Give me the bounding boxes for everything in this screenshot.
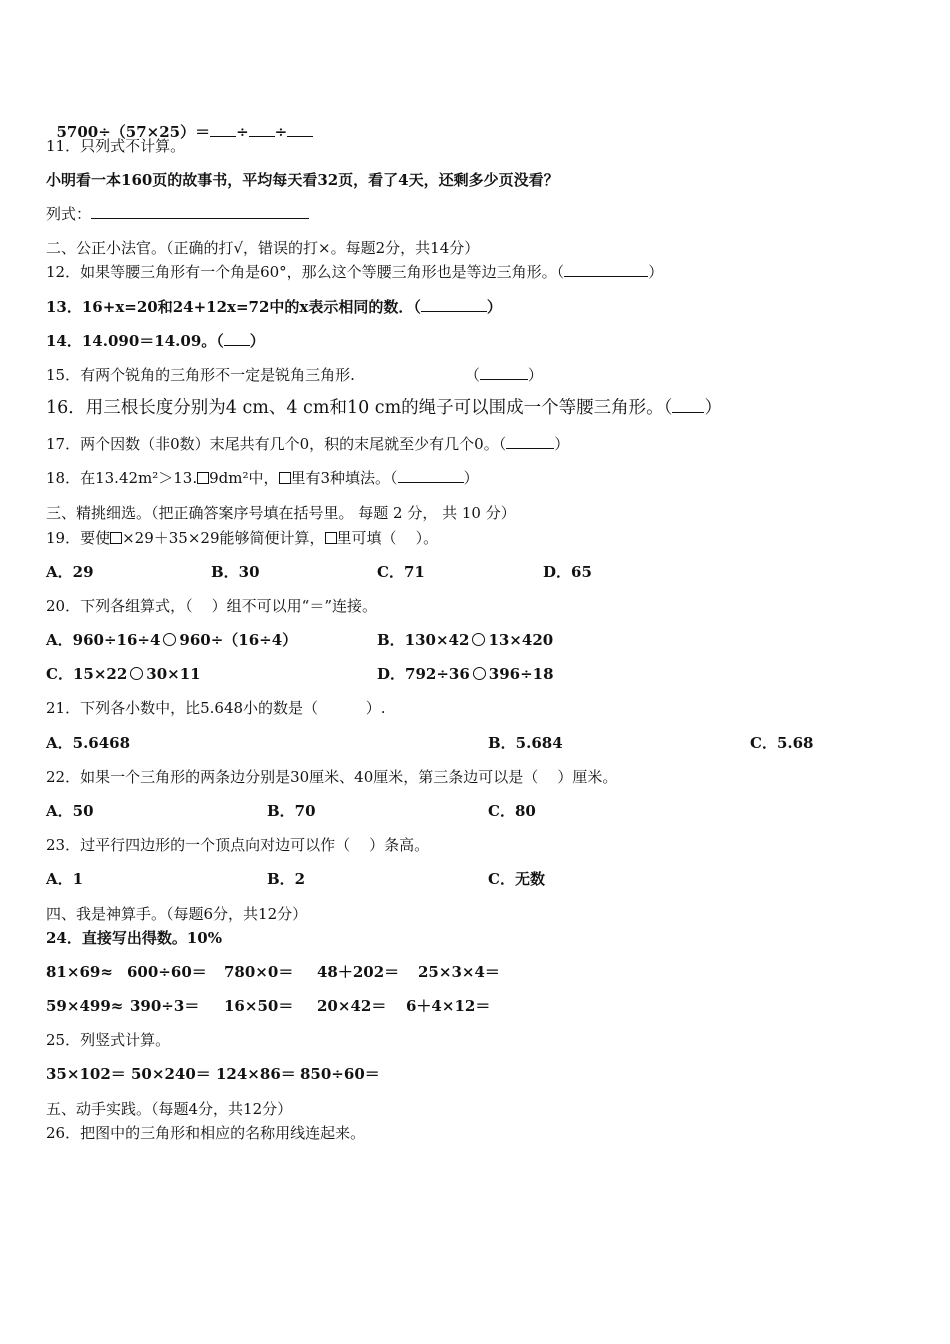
option-a[interactable]: A．960÷16÷4 960÷（16÷4） xyxy=(46,631,298,649)
option-a[interactable]: A．29 xyxy=(46,563,94,581)
answer-blank xyxy=(287,122,313,137)
option-d[interactable]: D．792÷36 396÷18 xyxy=(377,665,554,683)
option-b[interactable]: B．70 xyxy=(267,802,316,820)
section-5-heading: 五、动手实践。（每题4分，共12分） xyxy=(46,1100,293,1118)
question-19: 19．要使 ×29＋35×29能够简便计算， 里可填（ ）。 xyxy=(46,529,439,547)
empty-box-icon xyxy=(110,532,122,544)
answer-blank xyxy=(210,122,236,137)
calc-item: 25×3×4＝ xyxy=(418,963,500,981)
question-13: 13．16+x=20和24+12x=72中的x表示相同的数．（ ） xyxy=(46,298,502,316)
question-21: 21．下列各小数中，比5.648小的数是（ ）. xyxy=(46,699,386,717)
option-a[interactable]: A．50 xyxy=(46,802,94,820)
calc-item: 780×0＝ xyxy=(224,963,294,981)
question-20: 20．下列各组算式，（ ）组不可以用“＝”连接。 xyxy=(46,597,377,615)
empty-box-icon xyxy=(325,532,337,544)
option-c[interactable]: C．15×22 30×11 xyxy=(46,665,201,683)
calc-item: 16×50＝ xyxy=(224,997,294,1015)
question-12: 12．如果等腰三角形有一个角是60°，那么这个等腰三角形也是等边三角形。（ ） xyxy=(46,263,664,281)
section-4-heading: 四、我是神算手。（每题6分，共12分） xyxy=(46,905,308,923)
calc-item: 6＋4×12＝ xyxy=(406,997,491,1015)
answer-blank xyxy=(564,262,648,277)
question-15: 15．有两个锐角的三角形不一定是锐角三角形. （ ） xyxy=(46,366,543,384)
option-b[interactable]: B．2 xyxy=(267,870,306,888)
option-a[interactable]: A．5.6468 xyxy=(46,734,131,752)
calc-item: 850÷60＝ xyxy=(300,1065,380,1083)
section-3-heading: 三、精挑细选。（把正确答案序号填在括号里。 每题 2 分， 共 10 分） xyxy=(46,504,516,522)
option-c[interactable]: C．80 xyxy=(488,802,536,820)
calc-item: 600÷60＝ xyxy=(127,963,207,981)
empty-box-icon xyxy=(279,472,291,484)
answer-blank xyxy=(224,331,250,346)
option-c[interactable]: C．71 xyxy=(377,563,425,581)
section-2-heading: 二、公正小法官。（正确的打√，错误的打×。每题2分，共14分） xyxy=(46,239,480,257)
question-23: 23．过平行四边形的一个顶点向对边可以作（ ）条高。 xyxy=(46,836,430,854)
question-16: 16．用三根长度分别为4 cm、4 cm和10 cm的绳子可以围成一个等腰三角形。（ ） xyxy=(46,398,722,418)
option-c[interactable]: C．无数 xyxy=(488,870,545,888)
equation-line: 5700÷（57×25）＝ ÷ ÷ xyxy=(46,102,313,142)
calc-item: 59×499≈ xyxy=(46,997,124,1015)
option-b[interactable]: B．5.684 xyxy=(488,734,563,752)
question-18: 18．在13.42m²＞13. 9dm²中， 里有3种填法。（ ） xyxy=(46,469,479,487)
answer-blank xyxy=(421,297,487,312)
question-22: 22．如果一个三角形的两条边分别是30厘米、40厘米，第三条边可以是（ ）厘米。 xyxy=(46,768,618,786)
question-24-title: 24．直接写出得数。10% xyxy=(46,929,223,947)
calc-item: 81×69≈ xyxy=(46,963,113,981)
circle-icon xyxy=(163,633,176,646)
calc-item: 50×240＝ xyxy=(131,1065,211,1083)
answer-blank xyxy=(672,398,704,413)
calc-item: 35×102＝ xyxy=(46,1065,126,1083)
question-17: 17．两个因数（非0数）末尾共有几个0，积的末尾就至少有几个0。（ ） xyxy=(46,435,570,453)
answer-blank xyxy=(506,434,554,449)
question-11-answer-line: 列式： xyxy=(46,204,309,224)
question-14: 14．14.090＝14.09。（ ） xyxy=(46,332,265,350)
answer-blank xyxy=(91,204,309,219)
option-a[interactable]: A．1 xyxy=(46,870,84,888)
answer-blank xyxy=(398,468,464,483)
option-c[interactable]: C．5.68 xyxy=(750,734,814,752)
calc-item: 390÷3＝ xyxy=(130,997,200,1015)
option-b[interactable]: B．130×42 13×420 xyxy=(377,631,554,649)
question-26: 26．把图中的三角形和相应的名称用线连起来。 xyxy=(46,1124,366,1142)
answer-blank xyxy=(249,122,275,137)
empty-box-icon xyxy=(197,472,209,484)
question-11-title: 11．只列式不计算。 xyxy=(46,137,186,155)
calc-item: 20×42＝ xyxy=(317,997,387,1015)
calc-item: 48＋202＝ xyxy=(317,963,400,981)
option-d[interactable]: D．65 xyxy=(543,563,592,581)
answer-blank xyxy=(480,365,528,380)
option-b[interactable]: B．30 xyxy=(211,563,260,581)
question-11-body: 小明看一本160页的故事书，平均每天看32页，看了4天，还剩多少页没看？ xyxy=(46,171,559,189)
circle-icon xyxy=(473,667,486,680)
circle-icon xyxy=(472,633,485,646)
calc-item: 124×86＝ xyxy=(216,1065,296,1083)
circle-icon xyxy=(130,667,143,680)
question-25-title: 25．列竖式计算。 xyxy=(46,1031,171,1049)
